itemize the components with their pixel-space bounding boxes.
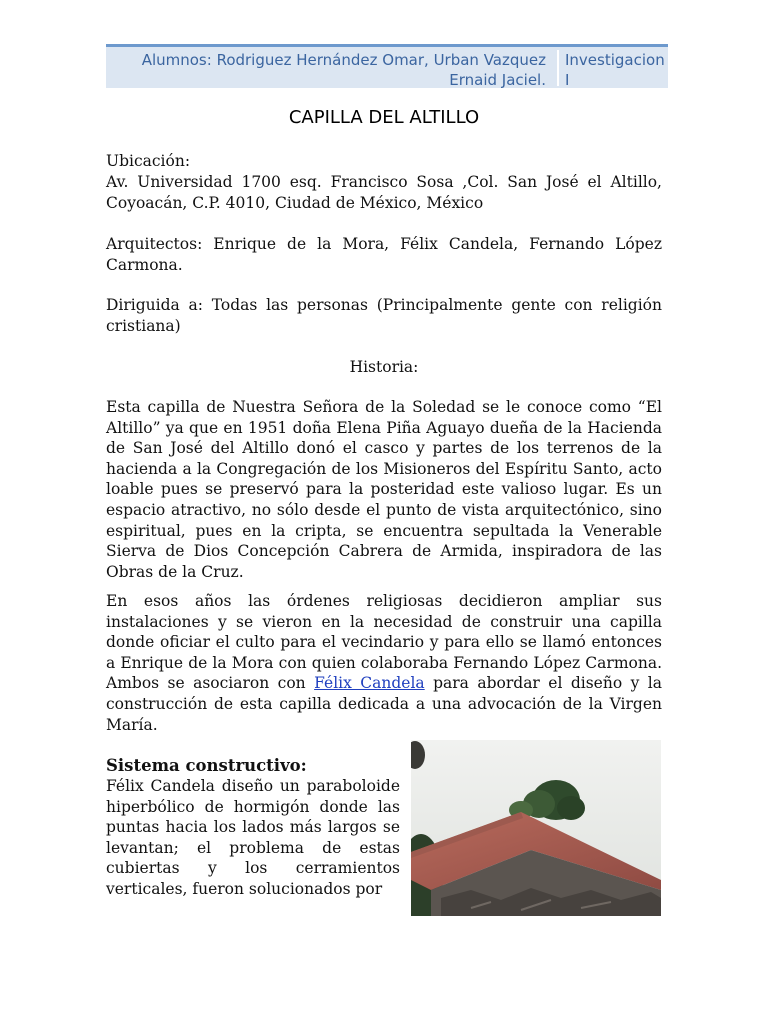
felix-candela-link[interactable]: Félix Candela bbox=[314, 674, 425, 693]
history-paragraph-2 bbox=[106, 591, 662, 735]
document-title: CAPILLA DEL ALTILLO bbox=[288, 107, 480, 128]
audience-paragraph: Diriguida a: Todas las personas (Principalmente gente con religión cristiana) bbox=[106, 296, 662, 335]
history-heading: Historia: bbox=[349, 358, 419, 376]
history-paragraph-2-start: En esos años las órdenes religiosas decidieron ampliar sus instalaciones y se vieron en la necesidad de construir una capilla donde oficiar el culto para el vecindario y para ello se llamó entonces a Enrique de la Mora con quien colaboraba Fernando López Carmona. Ambos se asociaron con bbox=[106, 592, 662, 693]
construction-heading: Sistema constructivo: bbox=[106, 756, 307, 775]
construction-text: Félix Candela diseño un paraboloide hiperbólico de hormigón donde las puntas hacia los lados más largos se levantan; el problema de estas cubiertas y los cerramientos verticales, fueron solucionados por bbox=[106, 777, 400, 898]
chapel-roof-photo bbox=[411, 740, 661, 916]
chapel-roof-illustration bbox=[411, 740, 661, 916]
history-paragraph-2-end: para abordar el diseño y la construcción de esta capilla dedicada a una advocación de la Virgen María. bbox=[106, 674, 662, 734]
header-table bbox=[106, 44, 668, 88]
header-subject: Investigacion I bbox=[565, 51, 665, 89]
history-paragraph-1: Esta capilla de Nuestra Señora de la Soledad se le conoce como “El Altillo” ya que en 1951 doña Elena Piña Aguayo dueña de la Hacienda de San José del Altillo donó el casco y partes de los terrenos de la hacienda a la Congregación de los Misioneros del Espíritu Santo, acto loable pues se preservó para la posteridad este valioso lugar. Es un espacio atractivo, no sólo desde el punto de vista arquitectónico, sino espiritual, pues en la cripta, se encuentra sepultada la Venerable Sierva de Dios Concepción Cabrera de Armida, inspiradora de las Obras de la Cruz. bbox=[106, 398, 662, 581]
location-label: Ubicación: bbox=[106, 152, 191, 170]
location-address: Av. Universidad 1700 esq. Francisco Sosa ,Col. San José el Altillo, Coyoacán, C.P. 4010, Ciudad de México, México bbox=[106, 173, 662, 212]
architects-paragraph: Arquitectos: Enrique de la Mora, Félix Candela, Fernando López Carmona. bbox=[106, 235, 662, 274]
header-students: Alumnos: Rodriguez Hernández Omar, Urban Vazquez Ernaid Jaciel. bbox=[141, 51, 546, 89]
